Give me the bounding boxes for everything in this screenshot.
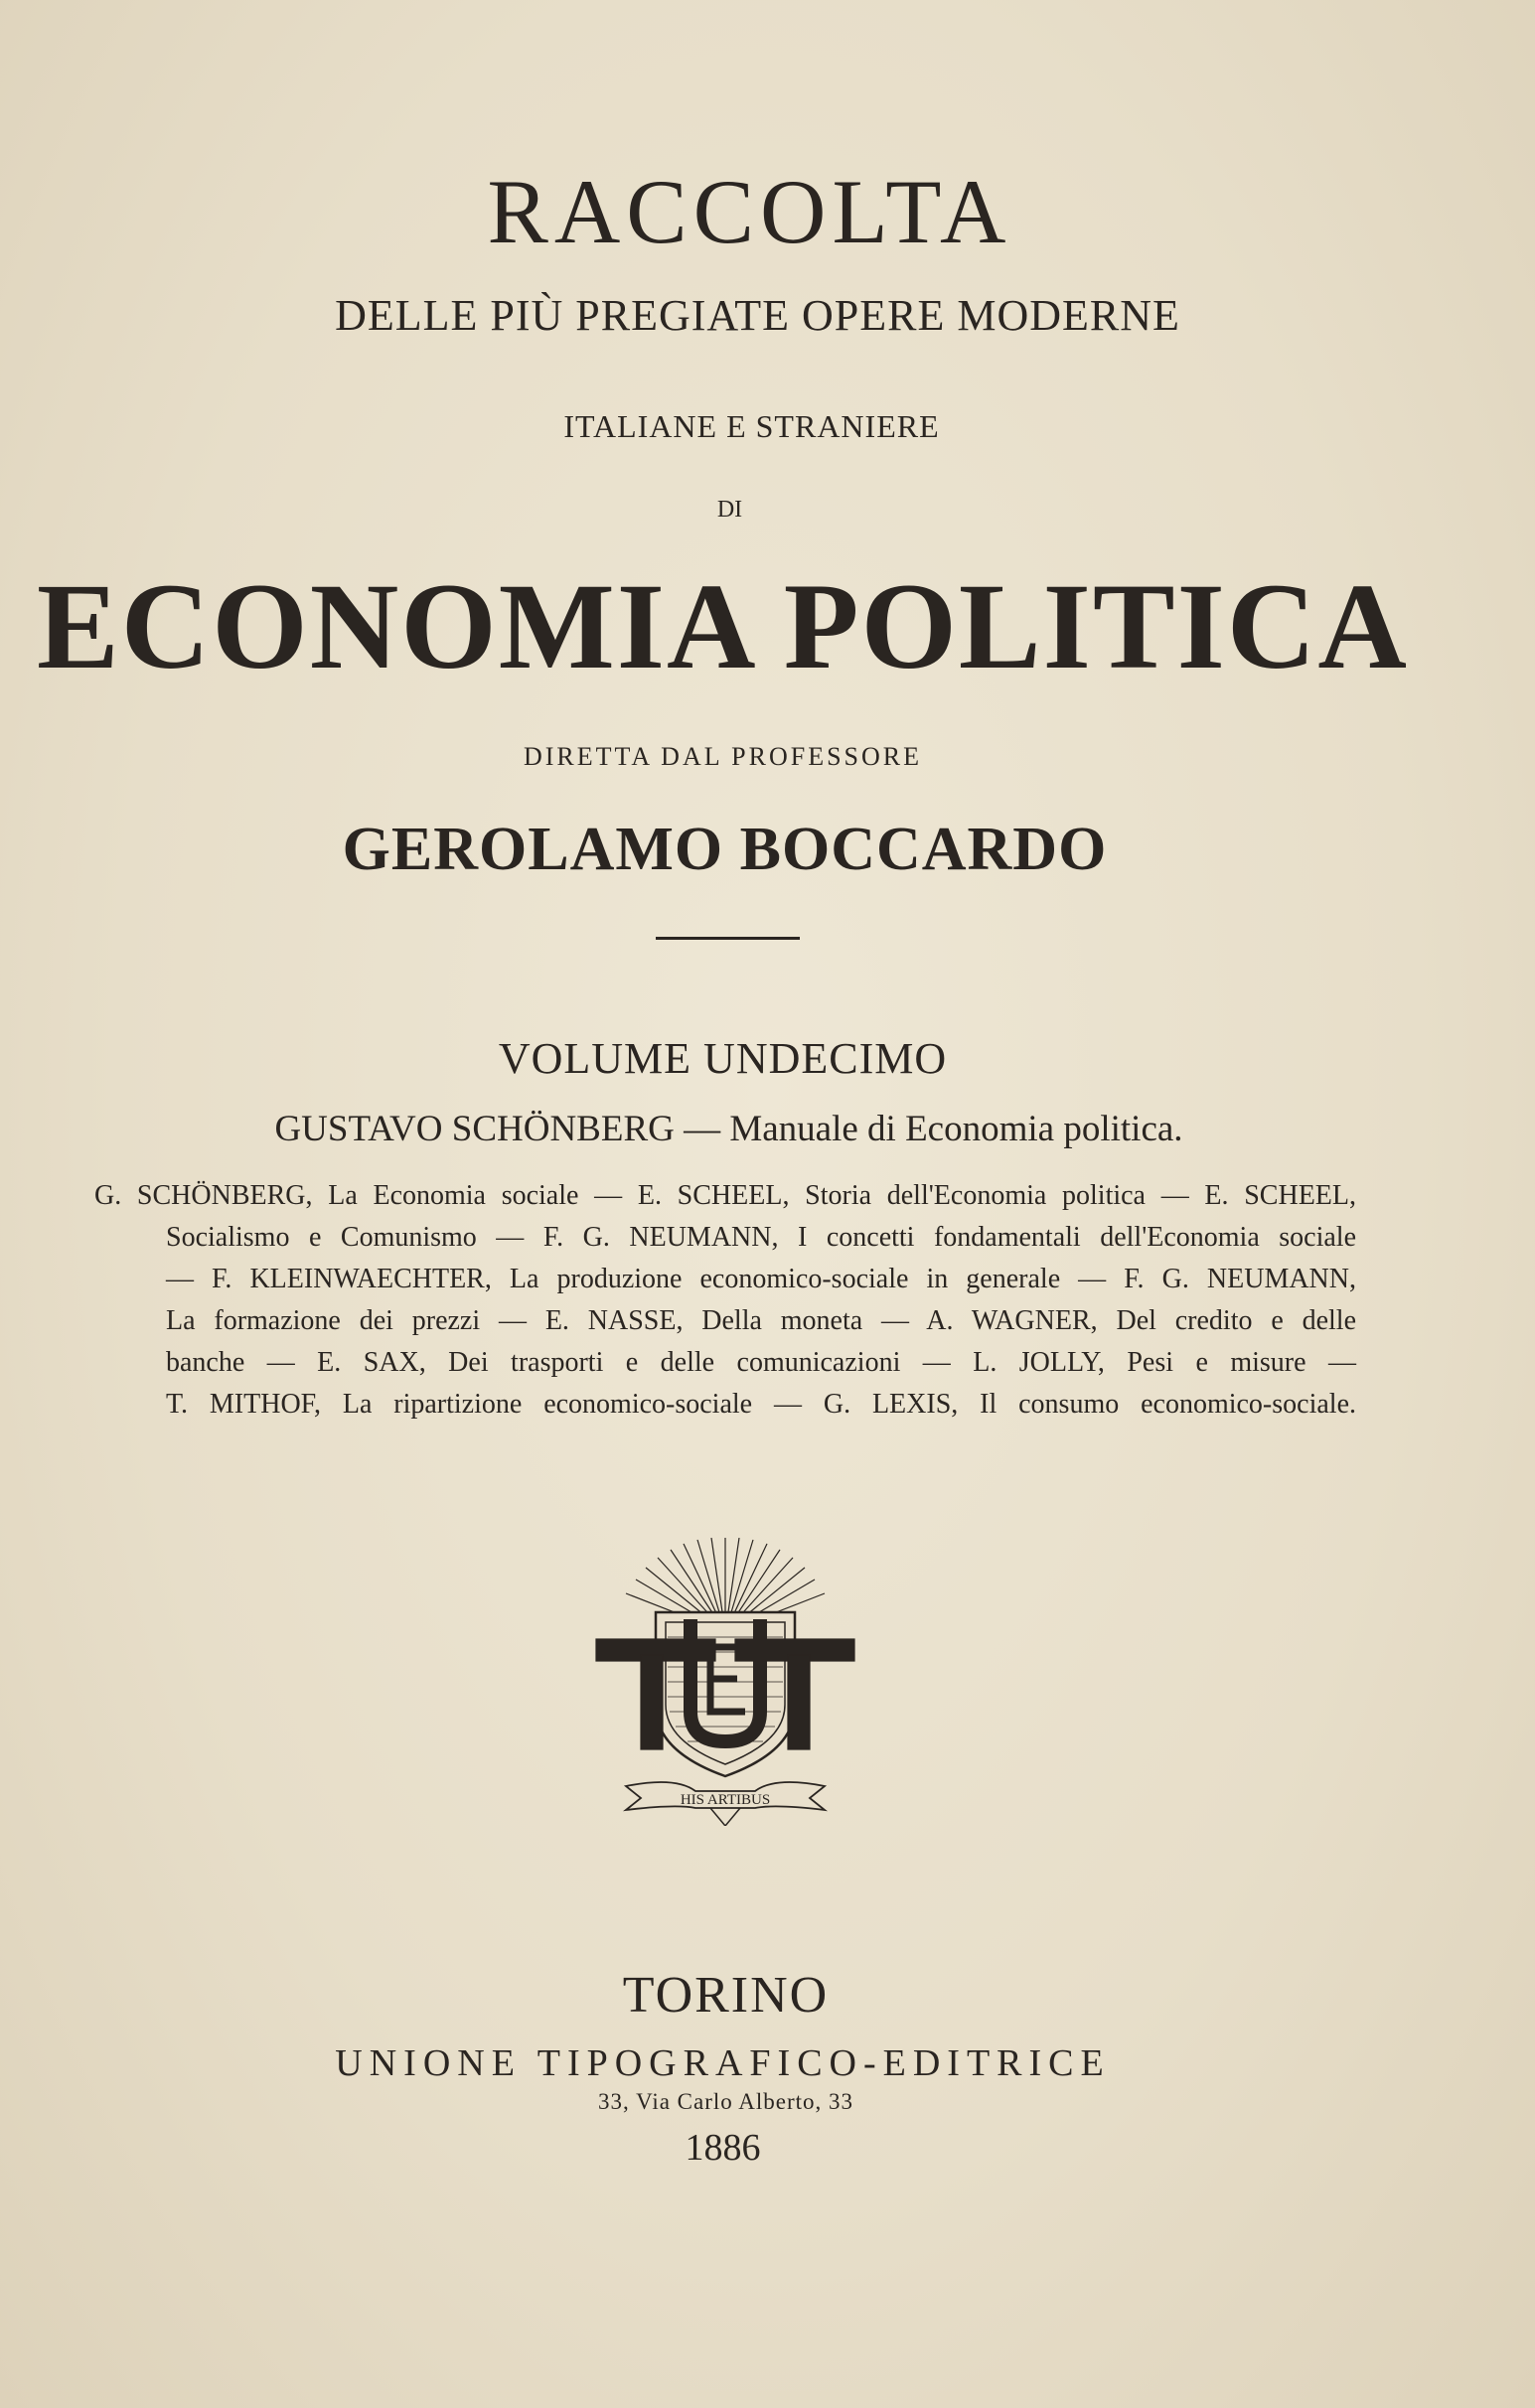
volume-contents bbox=[94, 1175, 1356, 1426]
contents-line: La formazione dei prezzi — E. NASSE, Della moneta — A. WAGNER, Del credito e delle bbox=[166, 1305, 1356, 1336]
divider-rule bbox=[656, 937, 800, 940]
contents-line: G. SCHÖNBERG, La Economia sociale — E. SCHEEL, Storia dell'Economia politica — E. SCHEEL, bbox=[94, 1180, 1356, 1211]
subtitle-line-1: DELLE PIÙ PREGIATE OPERE MODERNE bbox=[335, 291, 1180, 340]
subtitle-line-3: DI bbox=[716, 497, 743, 523]
contents-line: T. MITHOF, La ripartizione economico-sociale — G. LEXIS, Il consumo economico-sociale. bbox=[166, 1389, 1356, 1420]
main-title: ECONOMIA POLITICA bbox=[37, 558, 1409, 694]
director-label: DIRETTA DAL PROFESSORE bbox=[524, 742, 922, 771]
subtitle-line-2: ITALIANE E STRANIERE bbox=[563, 408, 940, 444]
collection-title: RACCOLTA bbox=[487, 161, 1012, 262]
publisher-emblem-icon bbox=[586, 1538, 864, 1826]
contents-line: — F. KLEINWAECHTER, La produzione economico-sociale in generale — F. G. NEUMANN, bbox=[166, 1264, 1356, 1294]
volume-main-work: GUSTAVO SCHÖNBERG — Manuale di Economia politica. bbox=[274, 1109, 1183, 1149]
imprint-year: 1886 bbox=[685, 2127, 761, 2169]
contents-line: Socialismo e Comunismo — F. G. NEUMANN, I concetti fondamentali dell'Economia sociale bbox=[166, 1222, 1356, 1253]
imprint-address: 33, Via Carlo Alberto, 33 bbox=[598, 2089, 853, 2114]
imprint-city: TORINO bbox=[622, 1967, 830, 2024]
director-name: GEROLAMO BOCCARDO bbox=[342, 816, 1108, 883]
volume-label: VOLUME UNDECIMO bbox=[498, 1034, 948, 1083]
emblem-motto: HIS ARTIBUS bbox=[680, 1792, 771, 1808]
imprint-publisher: UNIONE TIPOGRAFICO-EDITRICE bbox=[335, 2042, 1111, 2084]
contents-line: banche — E. SAX, Dei trasporti e delle comunicazioni — L. JOLLY, Pesi e misure — bbox=[166, 1347, 1356, 1378]
